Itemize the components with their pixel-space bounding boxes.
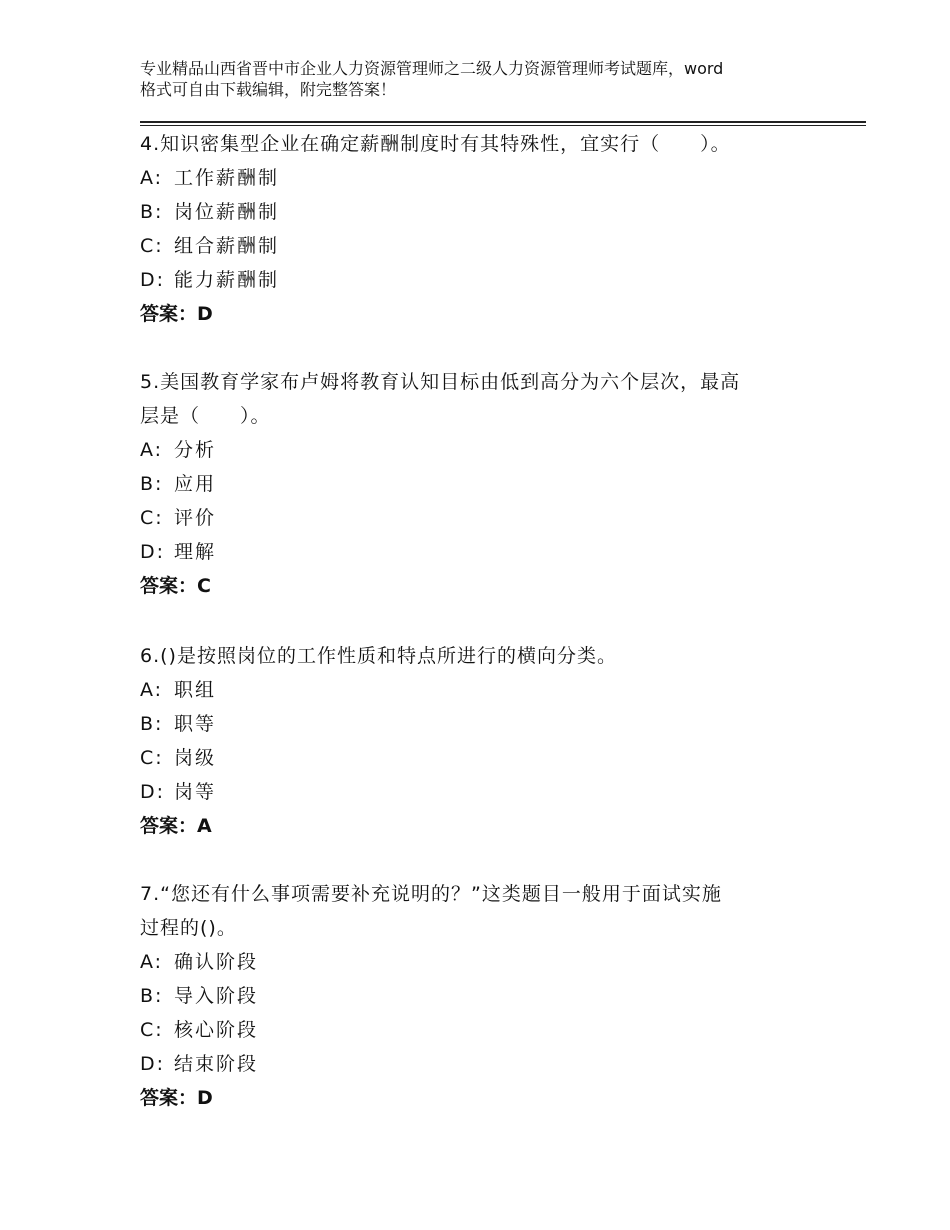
answer-label: 答案：D: [140, 1087, 213, 1109]
option-a: [140, 673, 800, 707]
option-text: 职组: [174, 679, 217, 701]
option-text: 岗等: [174, 781, 217, 803]
option-text: 岗级: [174, 747, 217, 769]
option-key: B:: [140, 473, 164, 495]
document-header: [140, 58, 840, 100]
option-text: 导入阶段: [174, 985, 259, 1007]
option-text: 结束阶段: [174, 1053, 259, 1075]
option-c: [140, 741, 800, 775]
answer-label: 答案：A: [140, 815, 212, 837]
option-key: B:: [140, 201, 164, 223]
answer-label: 答案：D: [140, 303, 213, 325]
option-a: [140, 433, 800, 467]
option-c: [140, 501, 800, 535]
option-key: D:: [140, 269, 166, 291]
option-c: [140, 229, 800, 263]
option-a: [140, 161, 800, 195]
option-b: [140, 979, 800, 1013]
option-key: A:: [140, 439, 164, 461]
option-text: 确认阶段: [174, 951, 259, 973]
option-d: [140, 1047, 800, 1081]
document-page: [140, 0, 866, 1230]
option-key: A:: [140, 951, 164, 973]
option-text: 核心阶段: [174, 1019, 259, 1041]
option-text: 能力薪酬制: [174, 269, 280, 291]
option-text: 岗位薪酬制: [174, 201, 280, 223]
option-key: C:: [140, 235, 164, 257]
option-key: B:: [140, 985, 164, 1007]
option-c: [140, 1013, 800, 1047]
option-a: [140, 945, 800, 979]
question-stem-line-2: 过程的()。: [140, 917, 237, 939]
option-d: [140, 263, 800, 297]
option-key: A:: [140, 167, 164, 189]
option-key: A:: [140, 679, 164, 701]
option-text: 评价: [174, 507, 217, 529]
option-text: 理解: [174, 541, 217, 563]
question-stem-line-1: 5.美国教育学家布卢姆将教育认知目标由低到高分为六个层次，最高: [140, 371, 741, 393]
option-b: [140, 195, 800, 229]
option-key: B:: [140, 713, 164, 735]
option-d: [140, 535, 800, 569]
option-key: C:: [140, 1019, 164, 1041]
option-b: [140, 707, 800, 741]
question-stem: 6.()是按照岗位的工作性质和特点所进行的横向分类。: [140, 645, 617, 667]
header-line-2: 格式可自由下载编辑，附完整答案！: [140, 80, 397, 99]
question-7: [140, 877, 800, 1115]
option-key: D:: [140, 541, 166, 563]
question-stem-line-2: 层是（ ）。: [140, 405, 271, 427]
answer-label: 答案：C: [140, 575, 211, 597]
option-text: 职等: [174, 713, 217, 735]
option-key: C:: [140, 747, 164, 769]
option-text: 工作薪酬制: [174, 167, 280, 189]
option-key: C:: [140, 507, 164, 529]
question-stem-line-1: 7.“您还有什么事项需要补充说明的？”这类题目一般用于面试实施: [140, 883, 722, 905]
header-line-1: 专业精品山西省晋中市企业人力资源管理师之二级人力资源管理师考试题库，word: [140, 59, 724, 78]
option-text: 组合薪酬制: [174, 235, 280, 257]
option-b: [140, 467, 800, 501]
question-stem: 4.知识密集型企业在确定薪酬制度时有其特殊性，宜实行（ ）。: [140, 133, 731, 155]
option-key: D:: [140, 781, 166, 803]
option-key: D:: [140, 1053, 166, 1075]
question-6: [140, 639, 800, 843]
question-4: [140, 127, 800, 331]
question-5: [140, 365, 800, 603]
option-text: 分析: [174, 439, 217, 461]
option-d: [140, 775, 800, 809]
option-text: 应用: [174, 473, 217, 495]
header-divider: [140, 121, 866, 126]
